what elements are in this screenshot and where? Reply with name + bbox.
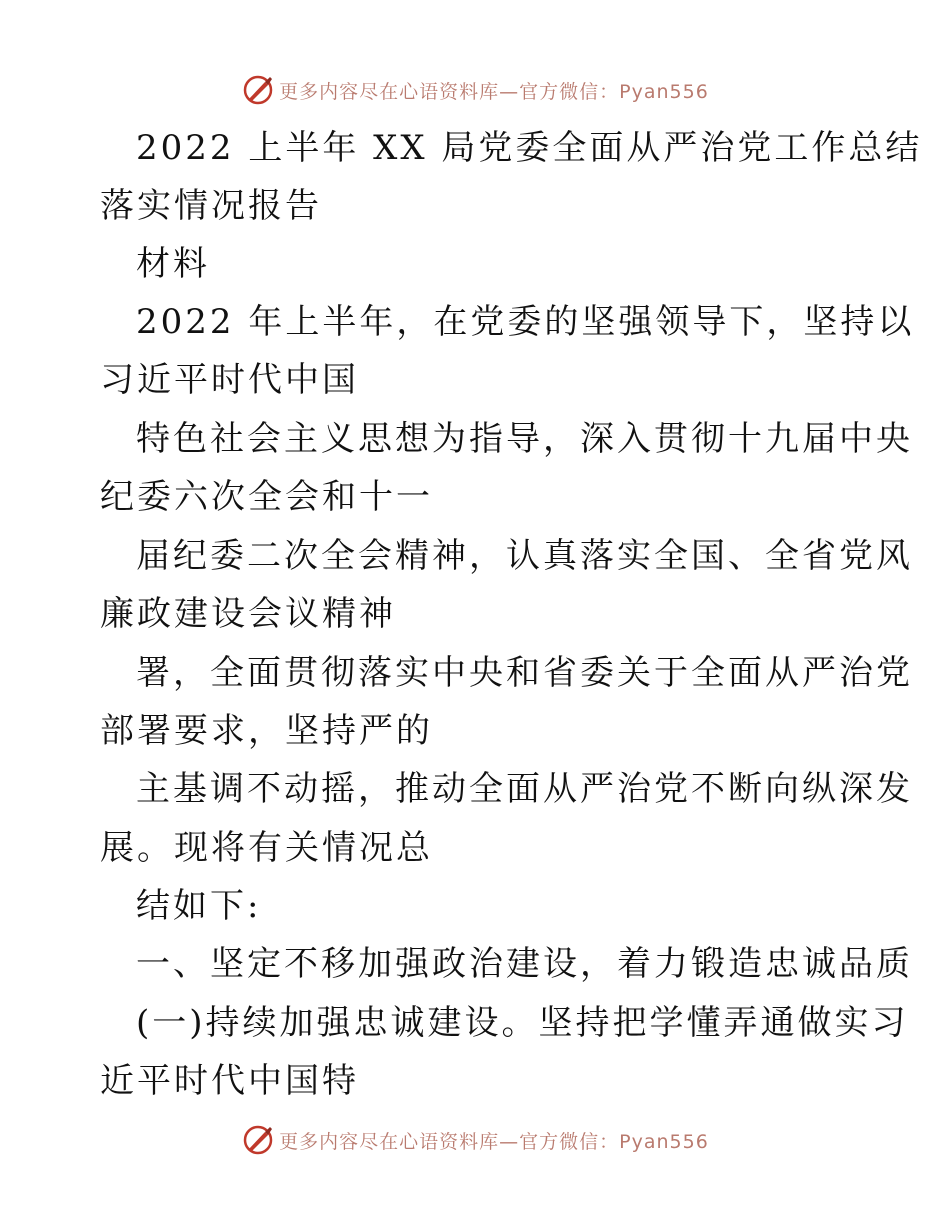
subsection-heading: (一)持续加强忠诚建设。坚持把学懂弄通做实习 <box>136 1003 909 1043</box>
body-line: 习近平时代中国 <box>100 360 359 400</box>
body-line: 展。现将有关情况总 <box>100 828 433 868</box>
footer-watermark <box>0 1120 950 1160</box>
watermark-text: 更多内容尽在心语资料库—官方微信：Pyan556 <box>279 1130 709 1153</box>
watermark-text: 更多内容尽在心语资料库—官方微信：Pyan556 <box>279 80 709 103</box>
body-line: 署，全面贯彻落实中央和省委关于全面从严治党 <box>136 653 913 693</box>
pen-logo-icon <box>241 73 275 107</box>
title-line-1: 2022 上半年 XX 局党委全面从严治党工作总结 <box>136 128 923 168</box>
header-watermark <box>0 70 950 110</box>
body-line: 纪委六次全会和十一 <box>100 477 433 517</box>
section-heading: 一、坚定不移加强政治建设，着力锻造忠诚品质 <box>136 944 913 984</box>
pen-logo-icon <box>241 1123 275 1157</box>
subtitle-line: 材料 <box>136 244 210 284</box>
body-line: 近平时代中国特 <box>100 1061 359 1101</box>
body-line: 廉政建设会议精神 <box>100 594 396 634</box>
body-line: 特色社会主义思想为指导，深入贯彻十九届中央 <box>136 419 913 459</box>
title-line-2: 落实情况报告 <box>100 186 322 226</box>
body-line: 部署要求，坚持严的 <box>100 711 433 751</box>
body-line: 结如下: <box>136 886 262 926</box>
body-line: 2022 年上半年，在党委的坚强领导下，坚持以 <box>136 302 915 342</box>
body-line: 主基调不动摇，推动全面从严治党不断向纵深发 <box>136 769 913 809</box>
body-line: 届纪委二次全会精神，认真落实全国、全省党风 <box>136 536 913 576</box>
